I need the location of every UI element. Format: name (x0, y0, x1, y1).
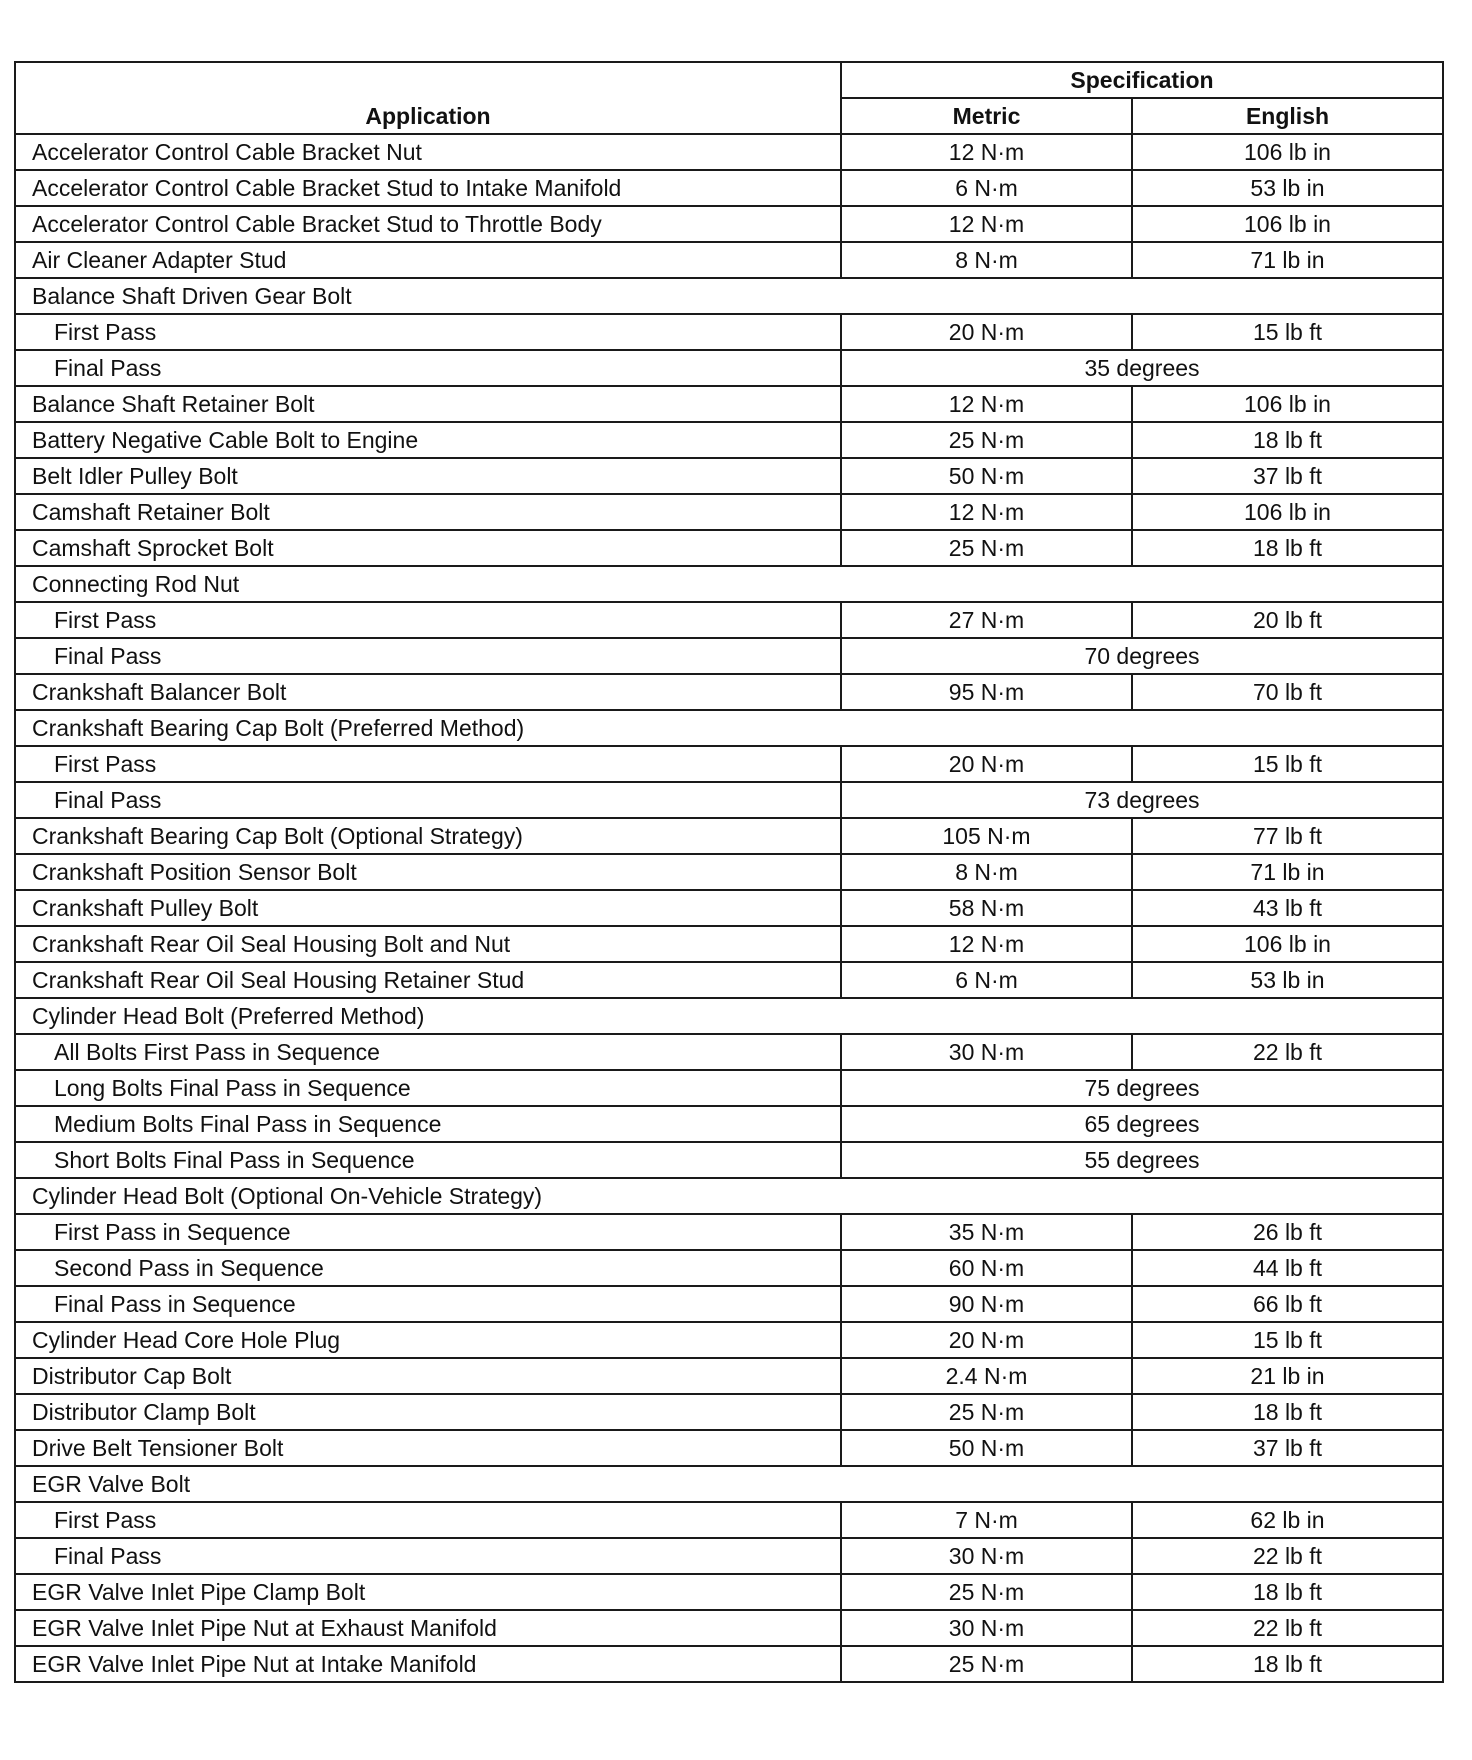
metric-cell: 6 N·m (841, 170, 1132, 206)
application-cell: Accelerator Control Cable Bracket Stud to Throttle Body (15, 206, 841, 242)
english-cell: 53 lb in (1132, 962, 1443, 998)
specification-cell: 55 degrees (841, 1142, 1443, 1178)
table-row (15, 1142, 1443, 1178)
metric-cell: 6 N·m (841, 962, 1132, 998)
metric-cell: 12 N·m (841, 494, 1132, 530)
application-cell: First Pass (15, 602, 841, 638)
application-cell: First Pass (15, 314, 841, 350)
metric-cell: 25 N·m (841, 1646, 1132, 1682)
application-cell: Crankshaft Balancer Bolt (15, 674, 841, 710)
english-cell: 71 lb in (1132, 854, 1443, 890)
metric-cell: 20 N·m (841, 746, 1132, 782)
metric-cell: 60 N·m (841, 1250, 1132, 1286)
application-cell: Final Pass in Sequence (15, 1286, 841, 1322)
specification-cell: 65 degrees (841, 1106, 1443, 1142)
metric-cell: 12 N·m (841, 386, 1132, 422)
table-row (15, 1322, 1443, 1358)
application-cell: Camshaft Sprocket Bolt (15, 530, 841, 566)
table-row (15, 1286, 1443, 1322)
table-row (15, 1250, 1443, 1286)
metric-cell: 8 N·m (841, 242, 1132, 278)
application-cell: First Pass (15, 746, 841, 782)
application-cell: Crankshaft Rear Oil Seal Housing Bolt and Nut (15, 926, 841, 962)
application-cell: Cylinder Head Bolt (Preferred Method) (15, 998, 1443, 1034)
table-header (15, 62, 1443, 134)
english-cell: 37 lb ft (1132, 1430, 1443, 1466)
table-row (15, 710, 1443, 746)
metric-cell: 25 N·m (841, 1394, 1132, 1430)
english-cell: 22 lb ft (1132, 1034, 1443, 1070)
table-row (15, 674, 1443, 710)
english-cell: 18 lb ft (1132, 530, 1443, 566)
table-body (15, 134, 1443, 1682)
application-cell: Camshaft Retainer Bolt (15, 494, 841, 530)
application-cell: Cylinder Head Core Hole Plug (15, 1322, 841, 1358)
table-row (15, 962, 1443, 998)
metric-cell: 2.4 N·m (841, 1358, 1132, 1394)
table-row (15, 1214, 1443, 1250)
english-cell: 70 lb ft (1132, 674, 1443, 710)
table-row (15, 1358, 1443, 1394)
table-row (15, 1502, 1443, 1538)
english-cell: 15 lb ft (1132, 1322, 1443, 1358)
table-row (15, 1430, 1443, 1466)
english-cell: 21 lb in (1132, 1358, 1443, 1394)
application-cell: All Bolts First Pass in Sequence (15, 1034, 841, 1070)
application-cell: Final Pass (15, 350, 841, 386)
metric-cell: 58 N·m (841, 890, 1132, 926)
application-cell: Crankshaft Position Sensor Bolt (15, 854, 841, 890)
table-row (15, 854, 1443, 890)
english-cell: 22 lb ft (1132, 1538, 1443, 1574)
application-cell: Accelerator Control Cable Bracket Nut (15, 134, 841, 170)
table-row (15, 170, 1443, 206)
english-cell: 15 lb ft (1132, 314, 1443, 350)
english-cell: 106 lb in (1132, 926, 1443, 962)
application-cell: Final Pass (15, 782, 841, 818)
metric-cell: 12 N·m (841, 926, 1132, 962)
metric-cell: 12 N·m (841, 206, 1132, 242)
english-cell: 37 lb ft (1132, 458, 1443, 494)
application-cell: Belt Idler Pulley Bolt (15, 458, 841, 494)
metric-cell: 95 N·m (841, 674, 1132, 710)
table-row (15, 1574, 1443, 1610)
application-cell: Crankshaft Rear Oil Seal Housing Retainer Stud (15, 962, 841, 998)
table-row (15, 1538, 1443, 1574)
metric-cell: 35 N·m (841, 1214, 1132, 1250)
application-cell: First Pass in Sequence (15, 1214, 841, 1250)
application-cell: EGR Valve Inlet Pipe Nut at Exhaust Manifold (15, 1610, 841, 1646)
english-cell: 20 lb ft (1132, 602, 1443, 638)
application-cell: Short Bolts Final Pass in Sequence (15, 1142, 841, 1178)
english-cell: 18 lb ft (1132, 1646, 1443, 1682)
table-row (15, 890, 1443, 926)
table-row (15, 926, 1443, 962)
application-cell: Medium Bolts Final Pass in Sequence (15, 1106, 841, 1142)
english-cell: 44 lb ft (1132, 1250, 1443, 1286)
header-metric: Metric (841, 98, 1132, 134)
application-cell: Drive Belt Tensioner Bolt (15, 1430, 841, 1466)
application-cell: Distributor Clamp Bolt (15, 1394, 841, 1430)
table-row (15, 1646, 1443, 1682)
metric-cell: 30 N·m (841, 1610, 1132, 1646)
table-row (15, 1466, 1443, 1502)
english-cell: 18 lb ft (1132, 1574, 1443, 1610)
metric-cell: 27 N·m (841, 602, 1132, 638)
table-row (15, 242, 1443, 278)
application-cell: Crankshaft Bearing Cap Bolt (Optional Strategy) (15, 818, 841, 854)
application-cell: Connecting Rod Nut (15, 566, 1443, 602)
table-row (15, 782, 1443, 818)
table-row (15, 1394, 1443, 1430)
english-cell: 106 lb in (1132, 134, 1443, 170)
english-cell: 77 lb ft (1132, 818, 1443, 854)
english-cell: 106 lb in (1132, 494, 1443, 530)
english-cell: 106 lb in (1132, 386, 1443, 422)
specification-cell: 73 degrees (841, 782, 1443, 818)
english-cell: 106 lb in (1132, 206, 1443, 242)
application-cell: Final Pass (15, 638, 841, 674)
metric-cell: 7 N·m (841, 1502, 1132, 1538)
application-cell: First Pass (15, 1502, 841, 1538)
table-row (15, 1610, 1443, 1646)
table-row (15, 998, 1443, 1034)
metric-cell: 25 N·m (841, 1574, 1132, 1610)
application-cell: EGR Valve Inlet Pipe Nut at Intake Manifold (15, 1646, 841, 1682)
table-row (15, 602, 1443, 638)
header-english: English (1132, 98, 1443, 134)
application-cell: Final Pass (15, 1538, 841, 1574)
table-row (15, 1034, 1443, 1070)
application-cell: Battery Negative Cable Bolt to Engine (15, 422, 841, 458)
english-cell: 62 lb in (1132, 1502, 1443, 1538)
application-cell: Crankshaft Pulley Bolt (15, 890, 841, 926)
application-cell: Cylinder Head Bolt (Optional On-Vehicle Strategy) (15, 1178, 1443, 1214)
table-row (15, 530, 1443, 566)
metric-cell: 25 N·m (841, 530, 1132, 566)
english-cell: 53 lb in (1132, 170, 1443, 206)
header-application: Application (15, 62, 841, 134)
table-row (15, 386, 1443, 422)
metric-cell: 20 N·m (841, 1322, 1132, 1358)
table-row (15, 1178, 1443, 1214)
table-row (15, 818, 1443, 854)
metric-cell: 20 N·m (841, 314, 1132, 350)
table-row (15, 746, 1443, 782)
table-row (15, 206, 1443, 242)
application-cell: EGR Valve Bolt (15, 1466, 1443, 1502)
application-cell: Distributor Cap Bolt (15, 1358, 841, 1394)
table-row (15, 458, 1443, 494)
table-row (15, 494, 1443, 530)
english-cell: 18 lb ft (1132, 422, 1443, 458)
metric-cell: 30 N·m (841, 1034, 1132, 1070)
application-cell: Second Pass in Sequence (15, 1250, 841, 1286)
table-row (15, 350, 1443, 386)
english-cell: 26 lb ft (1132, 1214, 1443, 1250)
application-cell: Long Bolts Final Pass in Sequence (15, 1070, 841, 1106)
table-row (15, 1106, 1443, 1142)
english-cell: 18 lb ft (1132, 1394, 1443, 1430)
metric-cell: 30 N·m (841, 1538, 1132, 1574)
table-row (15, 134, 1443, 170)
specification-cell: 35 degrees (841, 350, 1443, 386)
application-cell: Accelerator Control Cable Bracket Stud to Intake Manifold (15, 170, 841, 206)
application-cell: Balance Shaft Driven Gear Bolt (15, 278, 1443, 314)
header-specification: Specification (841, 62, 1443, 98)
table-row (15, 638, 1443, 674)
application-cell: Balance Shaft Retainer Bolt (15, 386, 841, 422)
torque-spec-table (14, 61, 1444, 1683)
table-row (15, 422, 1443, 458)
metric-cell: 90 N·m (841, 1286, 1132, 1322)
application-cell: Air Cleaner Adapter Stud (15, 242, 841, 278)
metric-cell: 50 N·m (841, 1430, 1132, 1466)
english-cell: 66 lb ft (1132, 1286, 1443, 1322)
specification-cell: 70 degrees (841, 638, 1443, 674)
metric-cell: 50 N·m (841, 458, 1132, 494)
application-cell: EGR Valve Inlet Pipe Clamp Bolt (15, 1574, 841, 1610)
table-row (15, 1070, 1443, 1106)
metric-cell: 105 N·m (841, 818, 1132, 854)
table-row (15, 566, 1443, 602)
english-cell: 15 lb ft (1132, 746, 1443, 782)
english-cell: 43 lb ft (1132, 890, 1443, 926)
metric-cell: 25 N·m (841, 422, 1132, 458)
table-row (15, 278, 1443, 314)
english-cell: 22 lb ft (1132, 1610, 1443, 1646)
metric-cell: 8 N·m (841, 854, 1132, 890)
english-cell: 71 lb in (1132, 242, 1443, 278)
application-cell: Crankshaft Bearing Cap Bolt (Preferred Method) (15, 710, 1443, 746)
table-row (15, 314, 1443, 350)
metric-cell: 12 N·m (841, 134, 1132, 170)
specification-cell: 75 degrees (841, 1070, 1443, 1106)
